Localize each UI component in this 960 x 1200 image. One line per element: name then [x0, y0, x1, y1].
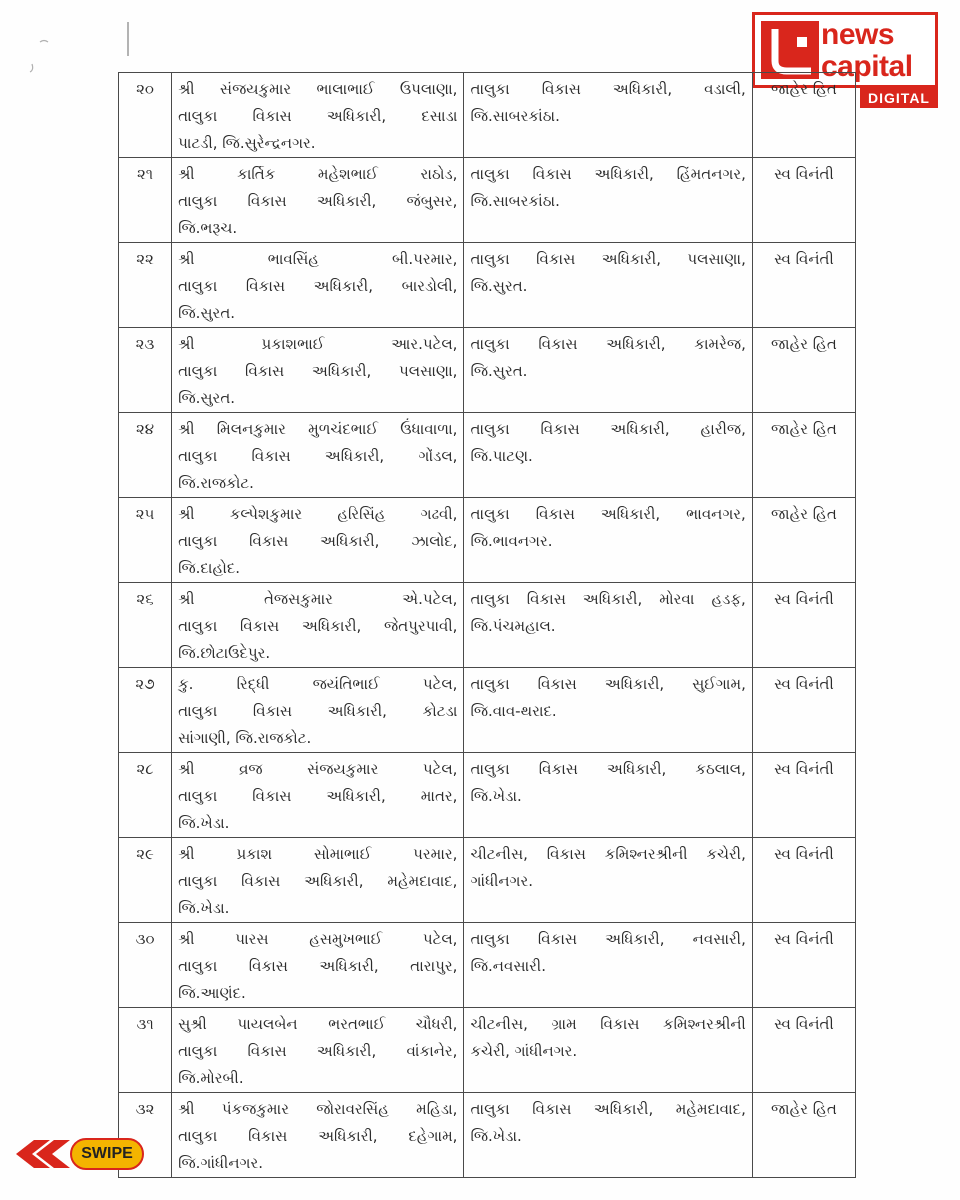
officer-cell — [172, 668, 464, 753]
officer-cell-line: પાટડી, જિ.સુરેન્દ્રનગર. — [178, 134, 316, 152]
new-posting-cell-line: જિ.નવસારી. — [470, 957, 546, 975]
officer-cell — [172, 1008, 464, 1093]
officer-cell-line: તાલુકા વિકાસ અધિકારી, પલસાણા, — [178, 362, 458, 380]
new-posting-cell-line: તાલુકા વિકાસ અધિકારી, સુઈગામ, — [470, 675, 746, 693]
new-posting-cell-line: કચેરી, ગાંધીનગર. — [470, 1042, 578, 1060]
table-row — [119, 1093, 856, 1178]
table-row — [119, 498, 856, 583]
officer-cell-line: જિ.સુરત. — [178, 389, 236, 407]
new-posting-cell-line: તાલુકા વિકાસ અધિકારી, હારીજ, — [470, 420, 746, 438]
table-row — [119, 243, 856, 328]
new-posting-cell — [464, 328, 752, 413]
officer-cell-line: શ્રી તેજસકુમાર એ.પટેલ, — [178, 590, 458, 608]
serial-number-cell: ૩૦ — [119, 923, 172, 1008]
new-posting-cell-line: તાલુકા વિકાસ અધિકારી, નવસારી, — [470, 930, 746, 948]
new-posting-cell-line: જિ.ભાવનગર. — [470, 532, 553, 550]
officer-cell-line: જિ.ભરૂચ. — [178, 219, 238, 237]
new-posting-cell-line: તાલુકા વિકાસ અધિકારી, મહેમદાવાદ, — [470, 1100, 746, 1118]
table-row — [119, 158, 856, 243]
new-posting-cell — [464, 668, 752, 753]
reason-cell: સ્વ વિનંતી — [752, 838, 855, 923]
reason-cell: સ્વ વિનંતી — [752, 1008, 855, 1093]
serial-number-cell: ૨૦ — [119, 73, 172, 158]
reason-cell: સ્વ વિનંતી — [752, 243, 855, 328]
serial-number-cell: ૨૯ — [119, 838, 172, 923]
officer-cell — [172, 158, 464, 243]
new-posting-cell — [464, 158, 752, 243]
new-posting-cell — [464, 838, 752, 923]
new-posting-cell — [464, 73, 752, 158]
reason-cell: જાહેર હિત — [752, 73, 855, 158]
serial-number-cell: ૨૧ — [119, 158, 172, 243]
officer-cell — [172, 243, 464, 328]
new-posting-cell — [464, 753, 752, 838]
officer-cell-line: તાલુકા વિકાસ અધિકારી, ઝાલોદ, — [178, 532, 458, 550]
new-posting-cell — [464, 923, 752, 1008]
new-posting-cell-line: તાલુકા વિકાસ અધિકારી, મોરવા હડફ, — [470, 590, 746, 608]
officer-cell-line: જિ.મોરબી. — [178, 1069, 244, 1087]
officer-cell-line: તાલુકા વિકાસ અધિકારી, માતર, — [178, 787, 458, 805]
officer-cell-line: સુશ્રી પાયલબેન ભરતભાઈ ચૌધરી, — [178, 1015, 458, 1033]
new-posting-cell-line: ચીટનીસ, ગ્રામ વિકાસ કમિશ્નરશ્રીની — [470, 1015, 746, 1033]
reason-cell: સ્વ વિનંતી — [752, 583, 855, 668]
swipe-button[interactable] — [14, 1134, 146, 1174]
new-posting-cell-line: જિ.પંચમહાલ. — [470, 617, 556, 635]
table-row — [119, 583, 856, 668]
officer-cell-line: શ્રી મિલનકુમાર મુળચંદભાઈ ઉંધાવાળા, — [178, 420, 458, 438]
new-posting-cell-line: જિ.ખેડા. — [470, 1127, 522, 1145]
new-posting-cell-line: જિ.ખેડા. — [470, 787, 522, 805]
officer-cell-line: તાલુકા વિકાસ અધિકારી, ગોંડલ, — [178, 447, 458, 465]
reason-cell: જાહેર હિત — [752, 1093, 855, 1178]
logo-digital-badge: DIGITAL — [860, 88, 938, 108]
officer-cell-line: તાલુકા વિકાસ અધિકારી, બારડોલી, — [178, 277, 458, 295]
officer-cell-line: તાલુકા વિકાસ અધિકારી, વાંકાનેર, — [178, 1042, 458, 1060]
officer-cell-line: તાલુકા વિકાસ અધિકારી, કોટડા — [178, 702, 458, 720]
new-posting-cell — [464, 1008, 752, 1093]
officer-cell-line: જિ.ખેડા. — [178, 899, 230, 917]
serial-number-cell: ૨૪ — [119, 413, 172, 498]
logo-text-news: news — [821, 18, 895, 51]
new-posting-cell-line: જિ.વાવ-થરાદ. — [470, 702, 557, 720]
table-row — [119, 753, 856, 838]
reason-cell: જાહેર હિત — [752, 498, 855, 583]
reason-cell: સ્વ વિનંતી — [752, 923, 855, 1008]
serial-number-cell: ૩૧ — [119, 1008, 172, 1093]
scan-marks — [20, 20, 130, 90]
officer-cell — [172, 838, 464, 923]
officer-cell-line: જિ.છોટાઉદેપુર. — [178, 644, 271, 662]
officer-cell-line: જિ.આણંદ. — [178, 984, 246, 1002]
reason-cell: સ્વ વિનંતી — [752, 668, 855, 753]
officer-cell-line: જિ.દાહોદ. — [178, 559, 241, 577]
new-posting-cell-line: જિ.સાબરકાંઠા. — [470, 107, 560, 125]
serial-number-cell: ૨૭ — [119, 668, 172, 753]
officer-cell — [172, 328, 464, 413]
officer-cell — [172, 413, 464, 498]
new-posting-cell — [464, 583, 752, 668]
serial-number-cell: ૨૫ — [119, 498, 172, 583]
officer-cell-line: સાંગાણી, જિ.રાજકોટ. — [178, 729, 312, 747]
new-posting-cell-line: જિ.સુરત. — [470, 277, 528, 295]
new-posting-cell — [464, 243, 752, 328]
table-row — [119, 838, 856, 923]
reason-cell: જાહેર હિત — [752, 413, 855, 498]
officer-cell-line: જિ.ગાંધીનગર. — [178, 1154, 263, 1172]
officer-cell — [172, 583, 464, 668]
officer-cell-line: જિ.રાજકોટ. — [178, 474, 254, 492]
transfer-table — [118, 72, 856, 1178]
officer-cell-line: શ્રી પારસ હસમુખભાઈ પટેલ, — [178, 930, 458, 948]
table-row — [119, 923, 856, 1008]
new-posting-cell-line: ચીટનીસ, વિકાસ કમિશ્નરશ્રીની કચેરી, — [470, 845, 746, 863]
new-posting-cell-line: તાલુકા વિકાસ અધિકારી, પલસાણા, — [470, 250, 746, 268]
reason-cell: જાહેર હિત — [752, 328, 855, 413]
officer-cell-line: જિ.ખેડા. — [178, 814, 230, 832]
new-posting-cell — [464, 413, 752, 498]
new-posting-cell-line: જિ.સાબરકાંઠા. — [470, 192, 560, 210]
officer-cell-line: શ્રી કલ્પેશકુમાર હરિસિંહ ગઢવી, — [178, 505, 458, 523]
officer-cell-line: શ્રી વ્રજ સંજયકુમાર પટેલ, — [178, 760, 458, 778]
officer-cell-line: તાલુકા વિકાસ અધિકારી, જેતપુરપાવી, — [178, 617, 458, 635]
officer-cell-line: તાલુકા વિકાસ અધિકારી, તારાપુર, — [178, 957, 458, 975]
officer-cell-line: જિ.સુરત. — [178, 304, 236, 322]
new-posting-cell — [464, 1093, 752, 1178]
officer-cell — [172, 1093, 464, 1178]
serial-number-cell: ૨૩ — [119, 328, 172, 413]
table-row — [119, 668, 856, 753]
new-posting-cell-line: જિ.સુરત. — [470, 362, 528, 380]
table-row — [119, 413, 856, 498]
new-posting-cell-line: ગાંધીનગર. — [470, 872, 534, 890]
officer-cell-line: શ્રી પ્રકાશ સોમાભાઈ પરમાર, — [178, 845, 458, 863]
officer-cell — [172, 923, 464, 1008]
logo-mark-icon — [761, 21, 819, 79]
officer-cell-line: કુ. રિદ્ધી જયંતિભાઈ પટેલ, — [178, 675, 458, 693]
serial-number-cell: ૩૨ — [119, 1093, 172, 1178]
officer-cell-line: તાલુકા વિકાસ અધિકારી, મહેમદાવાદ, — [178, 872, 458, 890]
serial-number-cell: ૨૮ — [119, 753, 172, 838]
new-posting-cell-line: જિ.પાટણ. — [470, 447, 533, 465]
officer-cell-line: શ્રી પ્રકાશભાઈ આર.પટેલ, — [178, 335, 458, 353]
officer-cell-line: શ્રી કાર્તિક મહેશભાઈ રાઠોડ, — [178, 165, 458, 183]
swipe-label: SWIPE — [70, 1138, 144, 1170]
officer-cell-line: તાલુકા વિકાસ અધિકારી, જંબુસર, — [178, 192, 458, 210]
officer-cell — [172, 73, 464, 158]
reason-cell: સ્વ વિનંતી — [752, 753, 855, 838]
table-row — [119, 328, 856, 413]
officer-cell-line: શ્રી સંજયકુમાર ભાલાભાઈ ઉપલાણા, — [178, 80, 458, 98]
officer-cell-line: તાલુકા વિકાસ અધિકારી, દસાડા — [178, 107, 458, 125]
transfer-table-body — [119, 73, 856, 1178]
new-posting-cell — [464, 498, 752, 583]
new-posting-cell-line: તાલુકા વિકાસ અધિકારી, હિંમતનગર, — [470, 165, 746, 183]
new-posting-cell-line: તાલુકા વિકાસ અધિકારી, કામરેજ, — [470, 335, 746, 353]
officer-cell-line: શ્રી ભાવસિંહ બી.પરમાર, — [178, 250, 458, 268]
new-posting-cell-line: તાલુકા વિકાસ અધિકારી, કઠલાલ, — [470, 760, 746, 778]
officer-cell-line: શ્રી પંકજકુમાર જોરાવરસિંહ મહિડા, — [178, 1100, 458, 1118]
table-row — [119, 73, 856, 158]
new-posting-cell-line: તાલુકા વિકાસ અધિકારી, વડાલી, — [470, 80, 746, 98]
new-posting-cell-line: તાલુકા વિકાસ અધિકારી, ભાવનગર, — [470, 505, 746, 523]
officer-cell-line: તાલુકા વિકાસ અધિકારી, દહેગામ, — [178, 1127, 458, 1145]
logo-text-capital: capital — [821, 50, 913, 83]
officer-cell — [172, 753, 464, 838]
serial-number-cell: ૨૬ — [119, 583, 172, 668]
officer-cell — [172, 498, 464, 583]
reason-cell: સ્વ વિનંતી — [752, 158, 855, 243]
table-row — [119, 1008, 856, 1093]
serial-number-cell: ૨૨ — [119, 243, 172, 328]
